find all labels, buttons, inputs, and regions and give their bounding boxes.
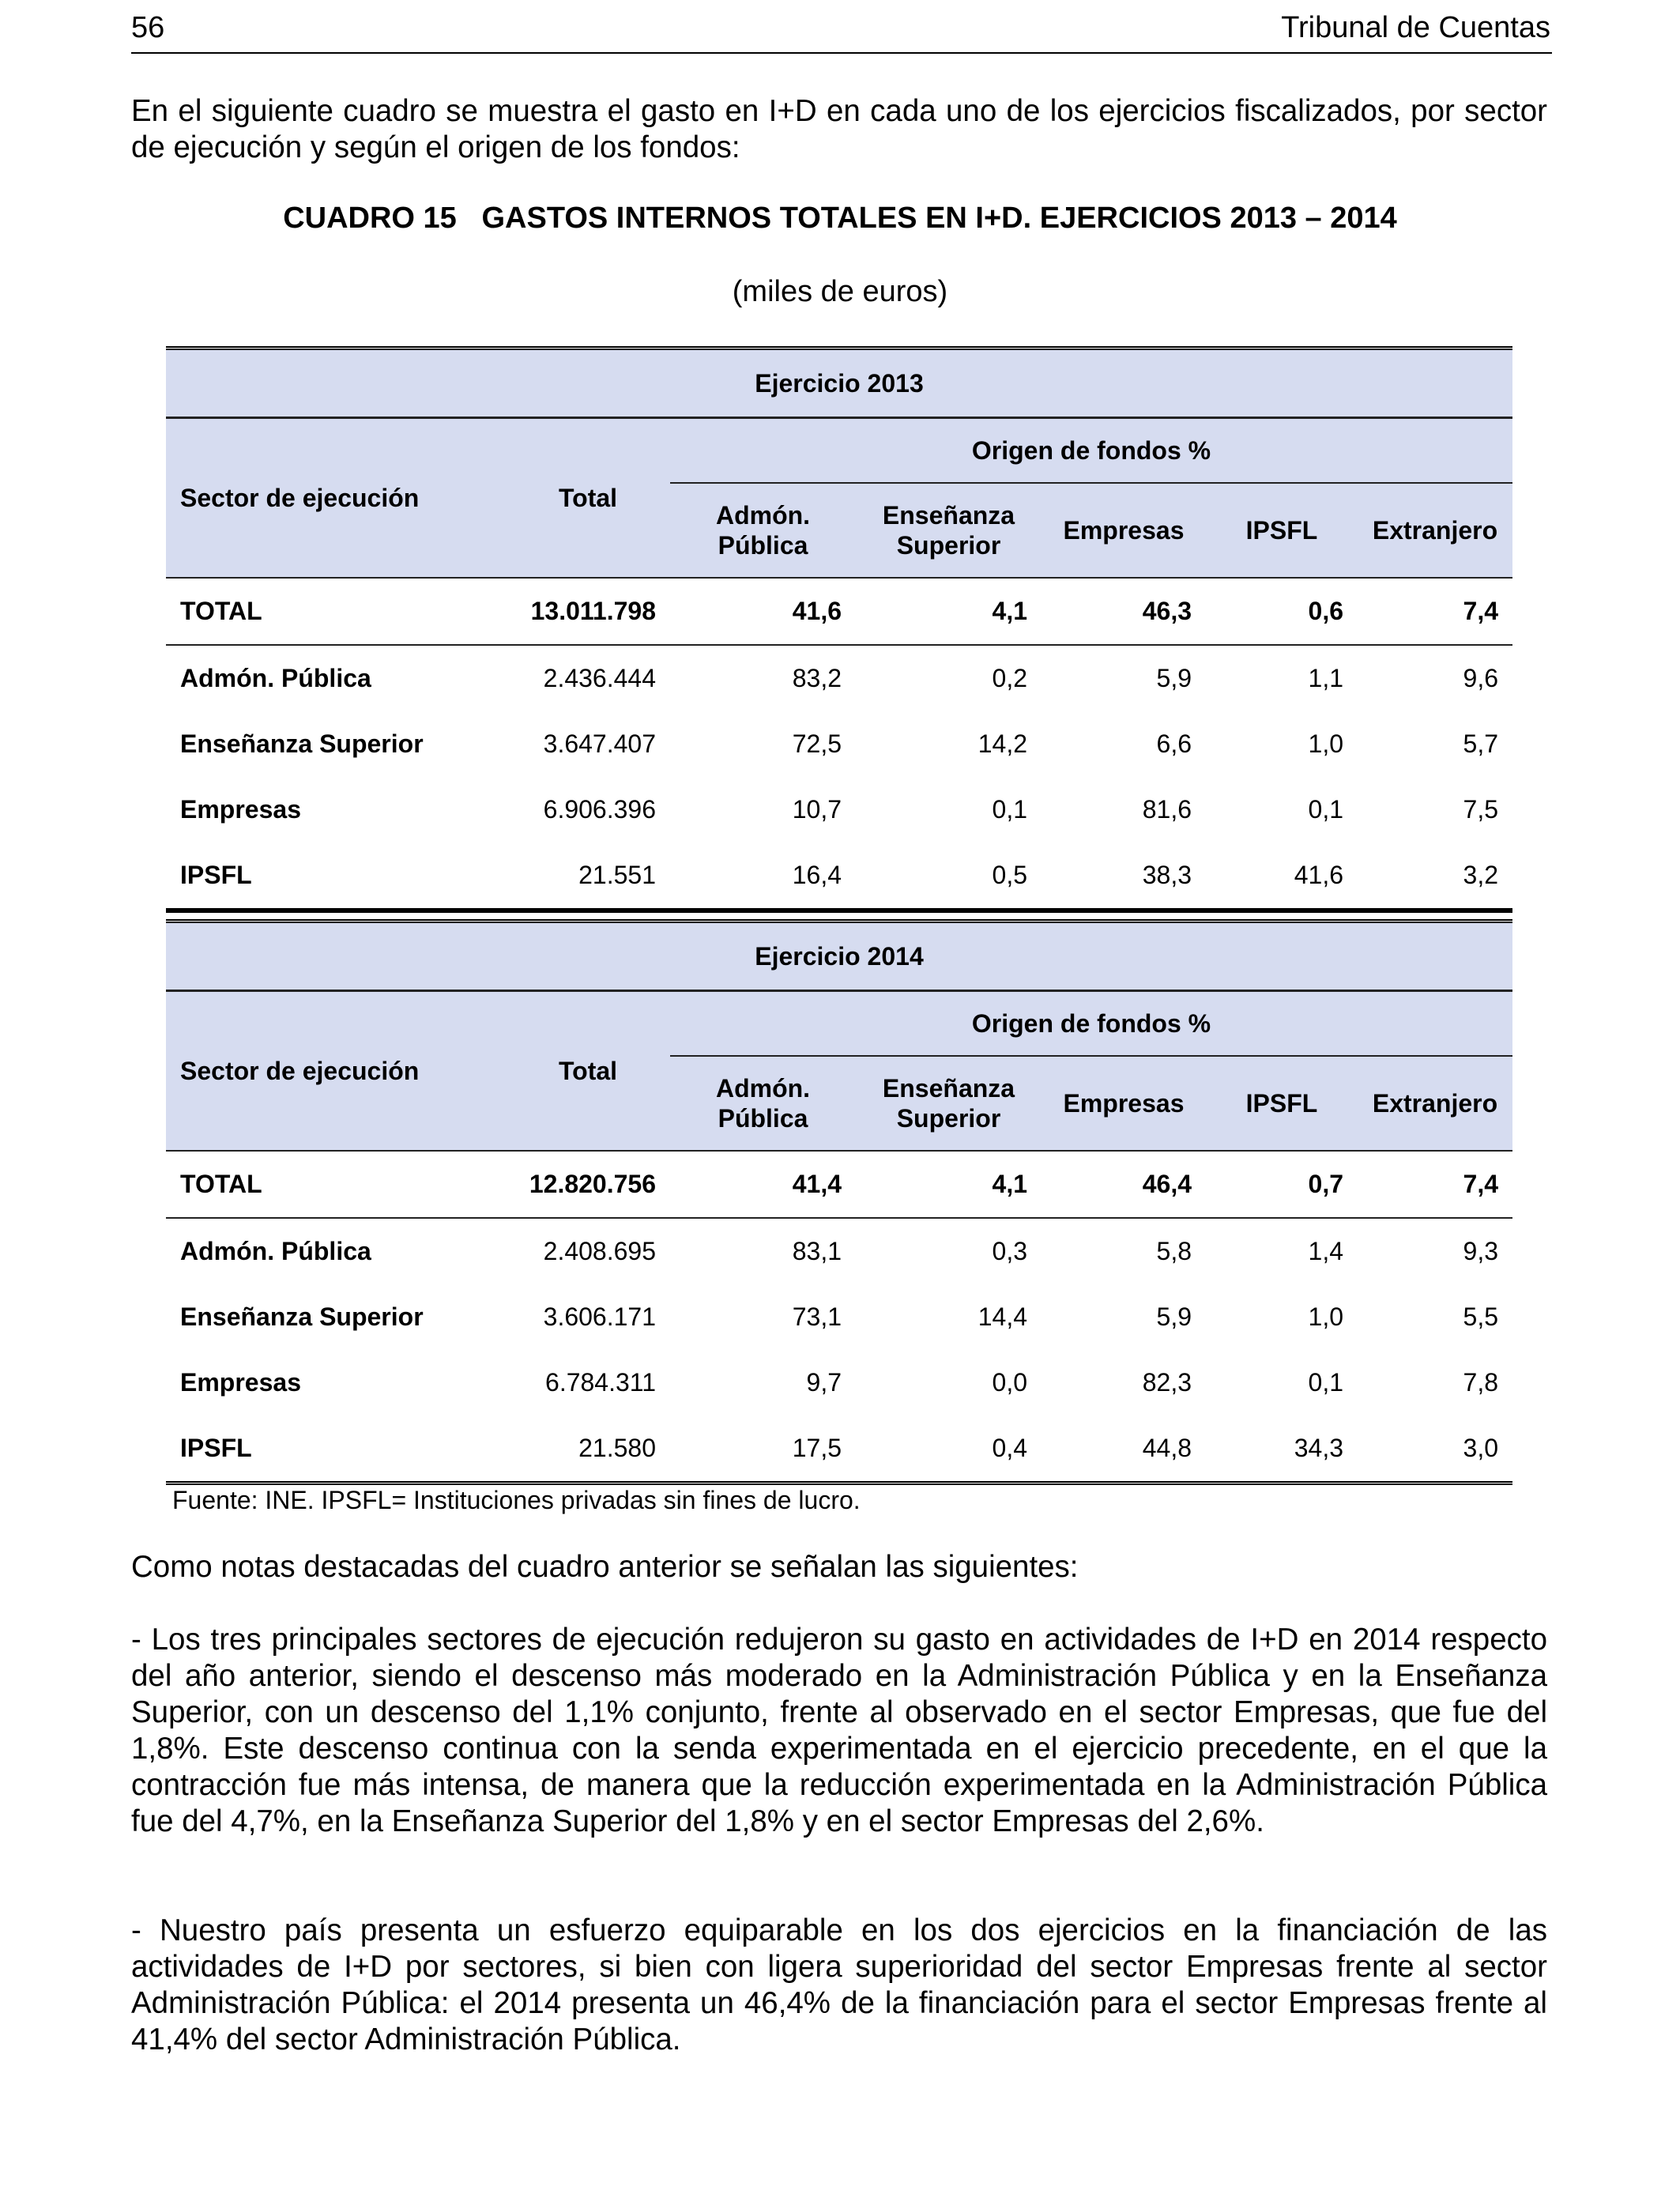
table-row: TOTAL 12.820.756 41,4 4,1 46,4 0,7 7,4 — [166, 1151, 1512, 1218]
table-row: TOTAL 13.011.798 41,6 4,1 46,3 0,6 7,4 — [166, 578, 1512, 645]
table-2014 — [166, 919, 1512, 1485]
table-2013 — [166, 346, 1512, 913]
table-row: Enseñanza Superior 3.606.171 73,1 14,4 5,9 1,0 5,5 — [180, 1302, 1498, 1331]
ensenanza-column-header: Enseñanza Superior — [856, 1056, 1042, 1151]
page-number: 56 — [131, 11, 165, 44]
total-column-header: Total — [506, 991, 670, 1152]
table-row: IPSFL 21.580 17,5 0,4 44,8 34,3 3,0 — [166, 1416, 1512, 1483]
ensenanza-column-header: Enseñanza Superior — [856, 483, 1042, 578]
table-row: Empresas 6.906.396 10,7 0,1 81,6 0,1 7,5 — [180, 795, 1498, 824]
empresas-column-header: Empresas — [1042, 1056, 1206, 1151]
table-title: CUADRO 15 GASTOS INTERNOS TOTALES EN I+D. EJERCICIOS 2013 – 2014 — [283, 202, 1397, 235]
table-row: Enseñanza Superior 3.647.407 72,5 14,2 6,6 1,0 5,7 — [180, 729, 1498, 758]
admon-column-header: Admón. Pública — [670, 483, 856, 578]
total-column-header: Total — [506, 418, 670, 579]
page-header — [131, 11, 1552, 54]
sector-column-header: Sector de ejecución — [166, 991, 506, 1152]
table-row: IPSFL 21.551 16,4 0,5 38,3 41,6 3,2 — [166, 843, 1512, 910]
extranjero-column-header: Extranjero — [1358, 483, 1512, 578]
document-title: Tribunal de Cuentas — [1281, 11, 1550, 44]
origin-header-row — [166, 991, 1512, 1057]
table-row: Admón. Pública 2.436.444 83,2 0,2 5,9 1,1 9,6 — [180, 664, 1498, 692]
year-header-row — [166, 349, 1512, 418]
year-label: Ejercicio 2014 — [166, 922, 1512, 991]
ipsfl-column-header: IPSFL — [1206, 1056, 1358, 1151]
note-paragraph-2: - Nuestro país presenta un esfuerzo equiparable en los dos ejercicios en la financiación de las actividades de I+D por sectores, si bien con ligera superioridad del sector Empresas frente al sector Administración Pública: el 2014 presenta un 46,4% de la financiación para el sector Empresas frente al 41,4% del sector Administración Pública. — [131, 1913, 1547, 2056]
table-row: Empresas 6.784.311 9,7 0,0 82,3 0,1 7,8 — [180, 1368, 1498, 1397]
origin-header-row — [166, 418, 1512, 484]
table-source-note: Fuente: INE. IPSFL= Instituciones privadas sin fines de lucro. — [172, 1486, 861, 1514]
admon-column-header: Admón. Pública — [670, 1056, 856, 1151]
origin-column-group: Origen de fondos % — [670, 418, 1512, 484]
extranjero-column-header: Extranjero — [1358, 1056, 1512, 1151]
table-unit: (miles de euros) — [732, 275, 948, 308]
year-header-row — [166, 922, 1512, 991]
empresas-column-header: Empresas — [1042, 483, 1206, 578]
ipsfl-column-header: IPSFL — [1206, 483, 1358, 578]
sector-column-header: Sector de ejecución — [166, 418, 506, 579]
table-row: Admón. Pública 2.408.695 83,1 0,3 5,8 1,4 9,3 — [180, 1237, 1498, 1265]
origin-column-group: Origen de fondos % — [670, 991, 1512, 1057]
note-paragraph-1: - Los tres principales sectores de ejecución redujeron su gasto en actividades de I+D en 2014 respecto del año anterior, siendo el descenso más moderado en la Administración Pública y en la Enseñanza Superior, con un descenso del 1,1% conjunto, frente al observado en el sector Empresas, que fue del 1,8%. Este descenso continua con la senda experimentada en el ejercicio precedente, en el que la contracción fue más intensa, de manera que la reducción experimentada en la Administración Pública fue del 4,7%, en la Enseñanza Superior del 1,8% y en el sector Empresas del 2,6%. — [131, 1623, 1547, 1838]
year-label: Ejercicio 2013 — [166, 349, 1512, 418]
intro-paragraph: En el siguiente cuadro se muestra el gasto en I+D en cada uno de los ejercicios fiscalizados, por sector de ejecución y según el origen de los fondos: — [131, 94, 1547, 164]
notes-intro: Como notas destacadas del cuadro anterior se señalan las siguientes: — [131, 1550, 1079, 1584]
